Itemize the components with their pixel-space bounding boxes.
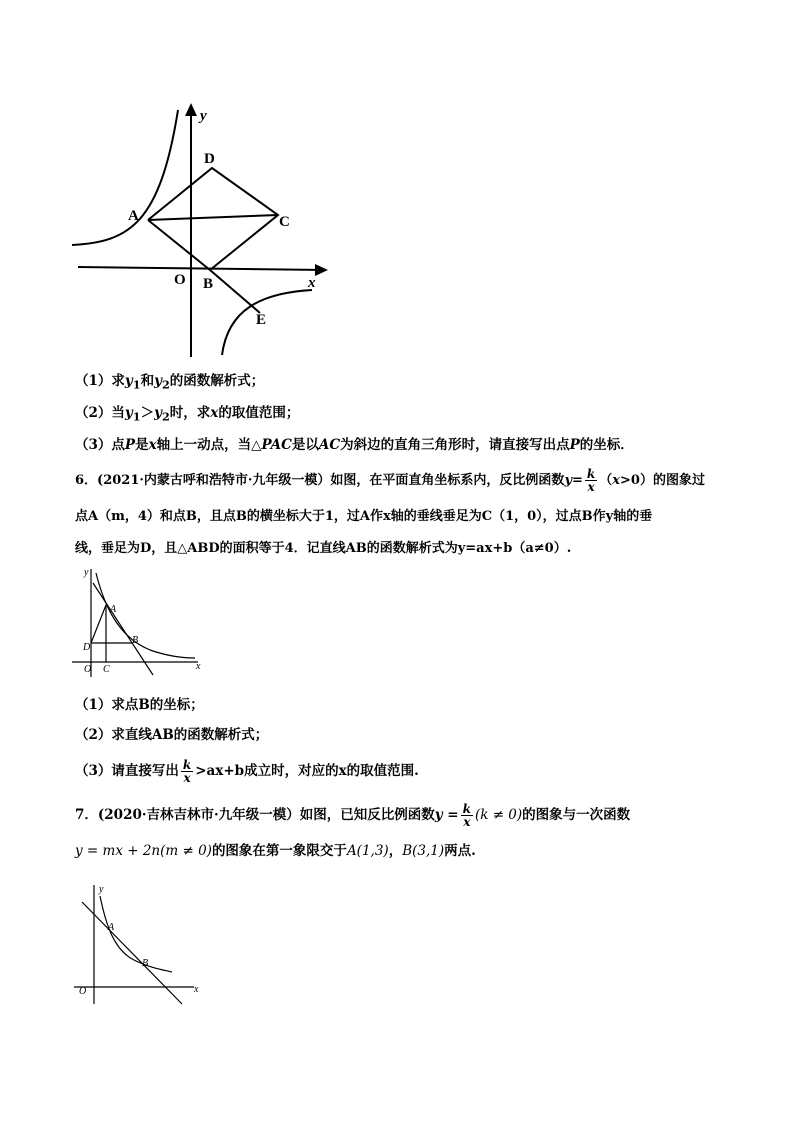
hyperbola-curve [96, 573, 195, 658]
label-D: D [83, 642, 91, 653]
segment-BE [210, 270, 260, 313]
label-O: O [79, 986, 87, 997]
label-C: C [103, 664, 110, 675]
label-C: C [279, 214, 290, 230]
label-A: A [108, 922, 115, 933]
q6-line2: 点A（m，4）和点B，且点B的横坐标大于1，过A作x轴的垂线垂足为C（1，0），过点B作y轴的垂 [75, 509, 653, 524]
label-A: A [110, 604, 117, 615]
label-x: x [194, 984, 199, 995]
q7-line2: y = mx + 2n(m ≠ 0)的图象在第一象限交于A(1,3)，B(3,1)两点. [75, 843, 476, 859]
q7-line1: 7．(2020·吉林吉林市·九年级一模）如图，已知反比例函数y = $\frac{k}{x}$ (k ≠ 0)的图象与一次函数 [75, 802, 631, 829]
label-x: x [308, 275, 316, 291]
label-y: y [99, 884, 104, 895]
label-A: A [128, 208, 139, 224]
label-y: y [200, 108, 207, 124]
hyperbola-branch-right [222, 290, 312, 355]
label-x: x [196, 661, 201, 672]
q6-part3: （3）请直接写出 $\frac{k}{x}$ >ax+b成立时，对应的x的取值范围. [75, 758, 419, 785]
label-D: D [204, 151, 215, 167]
y-axis-arrow [185, 103, 197, 116]
segment-AD [91, 605, 106, 643]
label-B: B [203, 276, 214, 292]
label-B: B [132, 635, 139, 646]
q5-part3: （3）点P是x轴上一动点，当△PAC是以AC为斜边的直角三角形时，请直接写出点P的坐标． [75, 437, 634, 453]
figure-hyperbola-line [72, 880, 207, 1010]
line-AB [93, 583, 153, 675]
q6-part2: （2）求直线AB的函数解析式； [75, 727, 269, 743]
hyperbola-curve [100, 896, 172, 972]
hyperbola-branch-left [72, 110, 178, 245]
figure-hyperbola-triangle [70, 565, 210, 680]
q6-part1: （1）求点B的坐标； [75, 697, 204, 713]
label-B: B [142, 958, 149, 969]
q5-part2: （2）当$y_1>y_2$时，求x的取值范围； [75, 405, 300, 424]
q5-part1: （1）求$y_1$和$y_2$的函数解析式； [75, 373, 265, 392]
label-E: E [256, 312, 267, 328]
x-axis-arrow [315, 264, 328, 276]
x-axis-line [78, 267, 325, 270]
label-O: O [84, 664, 92, 675]
figure-rhombus-hyperbola [60, 95, 350, 365]
label-O: O [174, 272, 186, 288]
fraction-k-over-x: $\frac{k}{x}$ [182, 758, 192, 785]
label-y: y [84, 567, 89, 578]
segment-AC [148, 215, 278, 220]
fraction-k-over-x: $\frac{k}{x}$ [586, 467, 596, 494]
line-AB [82, 902, 182, 1004]
q6-line1: 6．(2021·内蒙古呼和浩特市·九年级一模）如图，在平面直角坐标系内，反比例函数y= $\frac{k}{x}$ （x>0）的图象过 [75, 467, 705, 494]
q6-line3: 线，垂足为D，且△ABD的面积等于4．记直线AB的函数解析式为y=ax+b（a≠0）. [75, 541, 572, 556]
fraction-k-over-x: $\frac{k}{x}$ [462, 802, 471, 829]
